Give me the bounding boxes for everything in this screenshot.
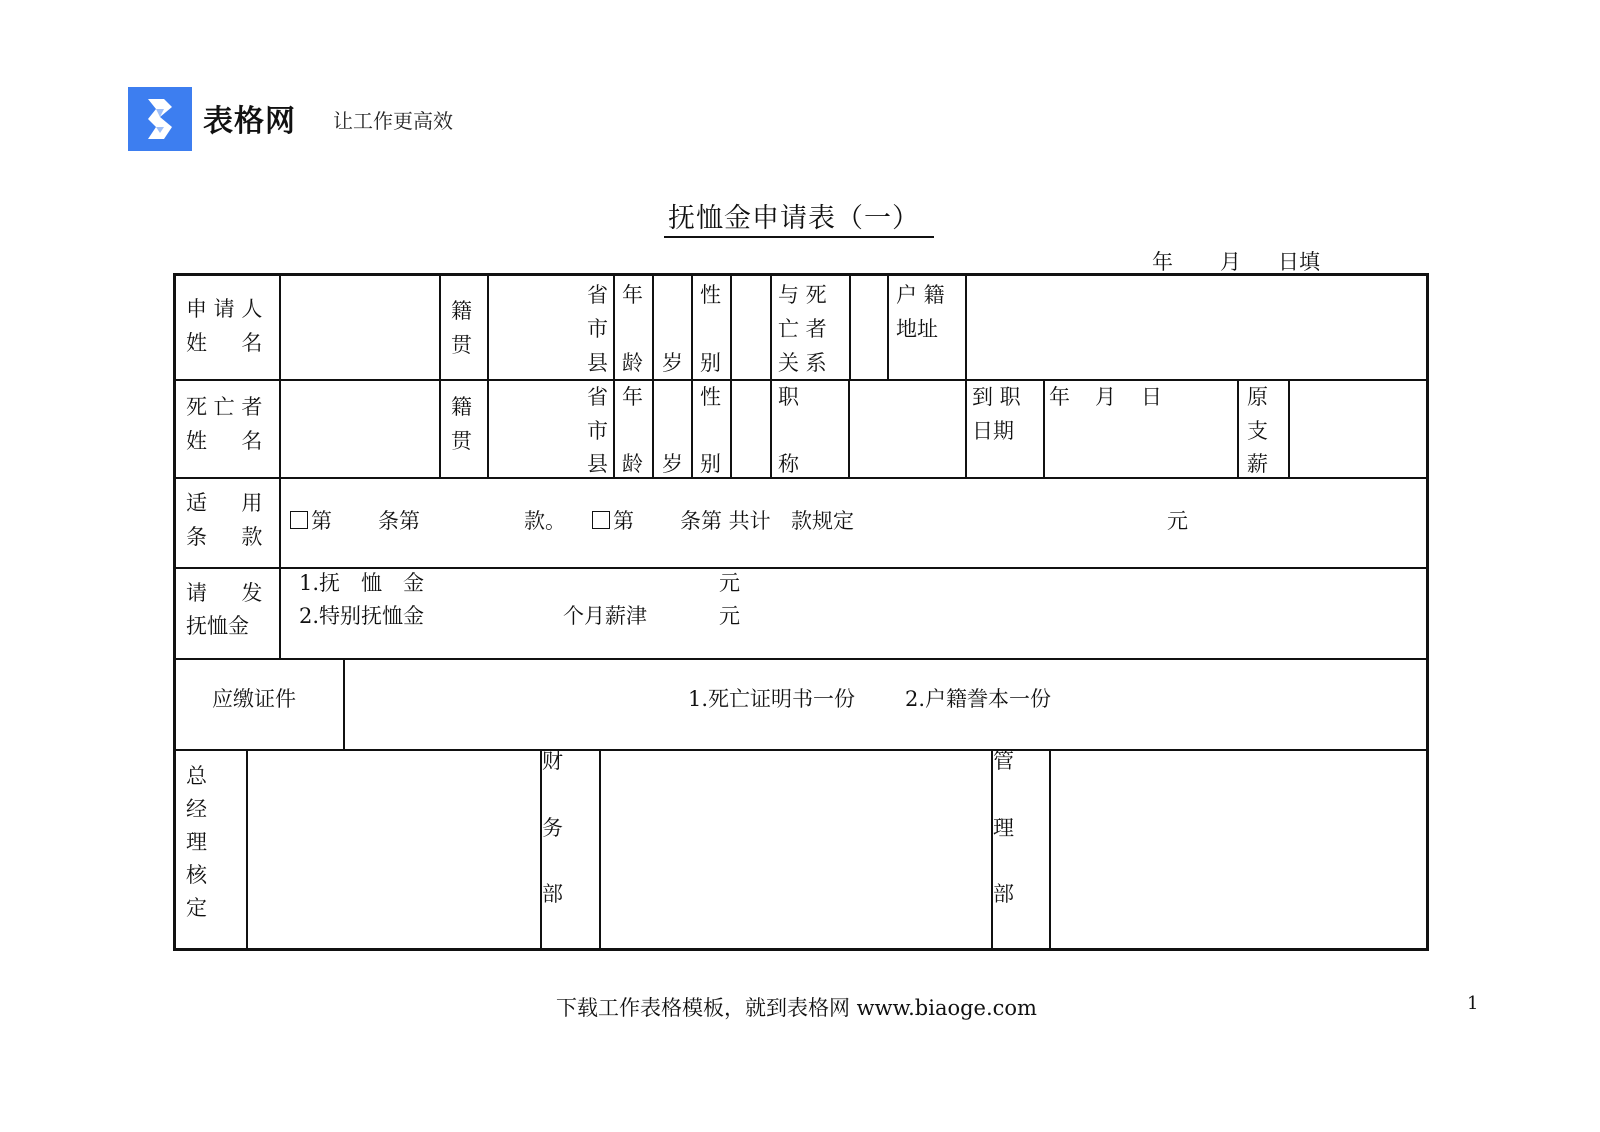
required-documents-label: 应缴证件 <box>212 687 296 711</box>
admin-dept-label: 理 <box>993 816 1014 840</box>
admin-dept-label: 管 <box>993 749 1014 773</box>
col-divider <box>770 276 772 477</box>
join-day-label: 日 <box>1141 385 1162 409</box>
fill-day-label: 日填 <box>1278 250 1320 274</box>
gm-approval-label: 定 <box>186 896 207 920</box>
applicant-name-field[interactable] <box>277 276 438 379</box>
gm-approval-label: 理 <box>186 830 207 854</box>
clause-label: 条 款 <box>186 525 263 549</box>
relation-label: 关 系 <box>778 351 827 375</box>
deceased-sex-label: 别 <box>700 452 721 476</box>
relation-label: 与 死 <box>778 283 827 307</box>
deceased-name-label: 姓 名 <box>186 429 263 453</box>
page-number: 1 <box>1467 993 1479 1014</box>
province-label: 省 <box>587 385 608 409</box>
col-divider <box>343 658 345 749</box>
household-address-label: 户 籍 <box>896 283 945 307</box>
col-divider <box>1043 379 1045 477</box>
clause-option-2[interactable]: 第 <box>592 504 634 538</box>
age-unit-label: 岁 <box>662 452 683 476</box>
deceased-sex-label: 性 <box>700 385 721 409</box>
pension-item-1: 1.抚 恤 金 <box>299 571 425 595</box>
job-title-field[interactable] <box>848 379 964 477</box>
clause-text: 款规定 <box>791 509 854 533</box>
applicant-age-label: 龄 <box>622 351 643 375</box>
deceased-name-label: 死 亡 者 <box>186 395 263 419</box>
required-document-1: 1.死亡证明书一份 <box>688 687 856 711</box>
checkbox-icon[interactable] <box>592 511 610 529</box>
row-divider <box>176 477 1426 479</box>
deceased-age-label: 年 <box>622 385 643 409</box>
document-title: 抚恤金申请表（一） <box>664 202 934 238</box>
original-salary-label: 支 <box>1247 419 1268 443</box>
county-label: 县 <box>587 351 608 375</box>
checkbox-icon[interactable] <box>290 511 308 529</box>
deceased-native-label: 籍 <box>451 395 472 419</box>
fill-year-label: 年 <box>1152 250 1173 274</box>
city-label: 市 <box>587 419 608 443</box>
finance-dept-label: 部 <box>542 882 563 906</box>
gm-approval-label: 经 <box>186 797 207 821</box>
col-divider <box>540 749 542 949</box>
join-month-label: 月 <box>1095 385 1116 409</box>
job-title-label: 职 <box>778 385 799 409</box>
brand-slogan: 让工作更高效 <box>333 109 453 133</box>
finance-dept-label: 务 <box>542 816 563 840</box>
biaoge-logo-icon <box>140 97 180 141</box>
col-divider <box>991 749 993 949</box>
pension-item-2-months: 个月薪津 <box>563 604 647 628</box>
col-divider <box>887 276 889 379</box>
clause-text: 条第 <box>378 509 420 533</box>
clause-text: 条第 共计 <box>680 509 771 533</box>
pension-item-1-unit: 元 <box>719 571 740 595</box>
applicant-sex-field[interactable] <box>730 276 769 379</box>
applicant-sex-label: 性 <box>700 283 721 307</box>
county-label: 县 <box>587 452 608 476</box>
pension-application-form <box>173 273 1429 951</box>
original-salary-label: 原 <box>1247 385 1268 409</box>
row-divider <box>176 658 1426 660</box>
pension-item-2-unit: 元 <box>719 604 740 628</box>
applicant-name-label: 姓 名 <box>186 331 263 355</box>
gm-approval-label: 核 <box>186 863 207 887</box>
original-salary-label: 薪 <box>1247 452 1268 476</box>
required-document-2: 2.户籍誊本一份 <box>905 687 1052 711</box>
gm-approval-field[interactable] <box>246 749 539 949</box>
deceased-age-label: 龄 <box>622 452 643 476</box>
age-unit-label: 岁 <box>662 351 683 375</box>
city-label: 市 <box>587 317 608 341</box>
finance-dept-label: 财 <box>542 749 563 773</box>
clause-yuan-label: 元 <box>1167 509 1188 533</box>
brand-logo <box>128 87 192 151</box>
join-year-label: 年 <box>1049 385 1070 409</box>
job-title-label: 称 <box>778 452 799 476</box>
clause-text: 款。 <box>524 509 566 533</box>
finance-dept-field[interactable] <box>599 749 990 949</box>
applicant-native-label: 贯 <box>451 333 472 357</box>
relation-field[interactable] <box>849 276 886 379</box>
join-date-label: 日期 <box>972 419 1014 443</box>
applicant-native-label: 籍 <box>451 299 472 323</box>
gm-approval-label: 总 <box>186 764 207 788</box>
deceased-sex-field[interactable] <box>730 379 769 477</box>
footer-text: 下载工作表格模板，就到表格网 www.biaoge.com <box>556 996 1037 1020</box>
deceased-name-field[interactable] <box>279 379 439 477</box>
brand-name: 表格网 <box>203 104 296 139</box>
col-divider <box>613 276 615 477</box>
pension-item-2: 2.特别抚恤金 <box>299 604 425 628</box>
clause-label: 适 用 <box>186 491 263 515</box>
fill-month-label: 月 <box>1220 250 1241 274</box>
applicant-sex-label: 别 <box>700 351 721 375</box>
admin-dept-field[interactable] <box>1049 749 1426 949</box>
relation-label: 亡 者 <box>778 317 827 341</box>
join-date-label: 到 职 <box>972 385 1021 409</box>
clause-option-1[interactable]: 第 <box>290 504 332 538</box>
original-salary-field[interactable] <box>1288 379 1426 477</box>
province-label: 省 <box>587 283 608 307</box>
household-address-label: 地址 <box>896 317 938 341</box>
pension-request-label: 抚恤金 <box>186 614 249 638</box>
applicant-name-label: 申 请 人 <box>186 297 263 321</box>
col-divider <box>691 276 693 477</box>
pension-request-label: 请 发 <box>186 581 263 605</box>
admin-dept-label: 部 <box>993 882 1014 906</box>
applicant-age-label: 年 <box>622 283 643 307</box>
col-divider <box>1237 379 1239 477</box>
col-divider <box>439 276 441 477</box>
household-address-field[interactable] <box>965 276 1426 379</box>
deceased-native-label: 贯 <box>451 429 472 453</box>
